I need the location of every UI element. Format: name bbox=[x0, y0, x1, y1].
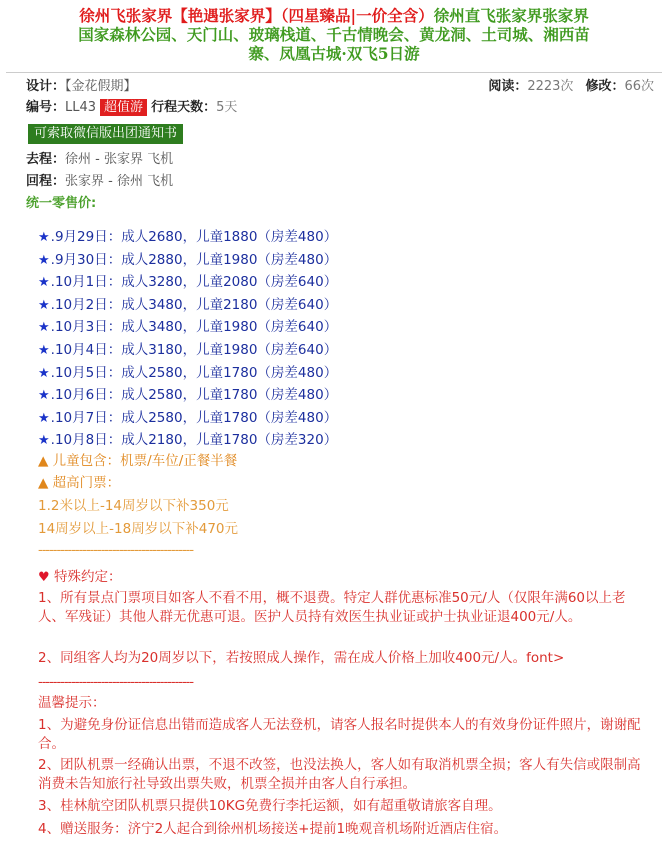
price-row bbox=[38, 294, 337, 317]
price-text: ：成人3480，儿童1980（房差640） bbox=[107, 319, 338, 336]
price-row bbox=[38, 384, 337, 407]
star-icon: ★ bbox=[38, 365, 50, 381]
price-date: .10月4日 bbox=[50, 341, 108, 358]
star-icon: ★ bbox=[38, 433, 50, 449]
price-row bbox=[38, 226, 337, 249]
price-heading: 统一零售价: bbox=[26, 196, 97, 211]
modify-value: 66次 bbox=[624, 79, 654, 94]
outbound-value: 徐州 - 张家界 飞机 bbox=[65, 152, 174, 167]
tip-item-4: 4、赠送服务：济宁2人起合到徐州机场接送+提前1晚观音机场附近酒店住宿。 bbox=[38, 821, 508, 837]
price-text: ：成人2680，儿童1880（房差480） bbox=[107, 229, 338, 245]
price-date: .10月7日 bbox=[50, 409, 108, 426]
title-divider bbox=[6, 72, 662, 73]
ticket-heading: ▲ 超高门票： bbox=[38, 475, 121, 491]
star-icon: ★ bbox=[38, 342, 50, 358]
price-date: .10月8日 bbox=[50, 432, 108, 449]
return-value: 张家界 - 徐州 飞机 bbox=[65, 174, 174, 189]
price-row bbox=[38, 249, 337, 272]
price-text: ：成人2580，儿童1780（房差480） bbox=[107, 387, 338, 404]
title-line-3: 寨、凤凰古城·双飞5日游 bbox=[248, 44, 420, 63]
special-heading: 特殊约定： bbox=[53, 569, 122, 585]
star-icon: ★ bbox=[38, 230, 50, 245]
special-item-1: 1、所有景点门票项目如客人不看不用，概不退费。特定人群优惠标准50元/人（仅限年满60以上老人、军残证）其他人群无优惠可退。医护人员持有效医生执业证或护士执业证退400元/人。 bbox=[38, 590, 626, 625]
tip-item-3: 3、桂林航空团队机票只提供10KG免费行李托运额，如有超重敬请旅客自理。 bbox=[38, 798, 502, 814]
return-label: 回程： bbox=[26, 174, 66, 189]
star-icon: ★ bbox=[38, 320, 50, 336]
star-icon: ★ bbox=[38, 275, 50, 291]
outbound-row bbox=[26, 151, 173, 169]
title-line-2: 国家森林公园、天门山、玻璃栈道、千古情晚会、黄龙洞、土司城、湘西苗 bbox=[78, 25, 590, 44]
designer-row bbox=[26, 78, 137, 96]
price-date: .10月5日 bbox=[50, 364, 108, 381]
code-value: LL43 bbox=[65, 100, 97, 115]
value-badge: 超值游 bbox=[100, 99, 147, 116]
tip-item-2: 2、团队机票一经确认出票，不退不改签，也没法换人，客人如有取消机票全损；客人有失信或限制高消费未告知旅行社导致出票失败，机票全损并由客人自行承担。 bbox=[38, 757, 641, 792]
page-title bbox=[6, 6, 662, 63]
tips-heading: 温馨提示： bbox=[38, 695, 106, 711]
child-include-note: ▲ 儿童包含：机票/车位/正餐半餐 bbox=[38, 453, 238, 469]
price-row bbox=[38, 316, 337, 339]
outbound-label: 去程： bbox=[26, 152, 66, 167]
dash-divider: ------------------------------------------ bbox=[38, 543, 194, 558]
price-date: .10月3日 bbox=[50, 319, 108, 336]
star-icon: ★ bbox=[38, 388, 50, 404]
designer-value: 【金花假期】 bbox=[65, 79, 137, 94]
price-date: .9月30日 bbox=[50, 251, 108, 268]
dash-divider-2: ------------------------------------------ bbox=[38, 675, 194, 690]
special-heading-row bbox=[38, 568, 121, 587]
title-red-part: 徐州飞张家界【艳遇张家界】（四星臻品|一价全含） bbox=[79, 6, 434, 25]
price-date: .10月1日 bbox=[50, 274, 108, 291]
price-text: ：成人2880，儿童1980（房差480） bbox=[107, 251, 338, 268]
price-date: .9月29日 bbox=[50, 229, 108, 245]
stats-row bbox=[488, 78, 654, 96]
code-label: 编号： bbox=[26, 100, 66, 115]
price-list bbox=[38, 226, 337, 452]
star-icon: ★ bbox=[38, 410, 50, 426]
special-item-2: 2、同组客人均为20周岁以下，若按照成人操作，需在成人价格上加收400元/人。font> bbox=[38, 650, 565, 666]
reads-label: 阅读： bbox=[488, 79, 528, 94]
wechat-notice-button[interactable]: 可索取微信版出团通知书 bbox=[28, 124, 183, 144]
heart-icon: ♥ bbox=[38, 570, 50, 585]
return-row bbox=[26, 173, 173, 191]
modify-label: 修改： bbox=[585, 79, 625, 94]
title-green-part: 徐州直飞张家界张家界 bbox=[433, 6, 589, 25]
reads-value: 2223次 bbox=[527, 79, 574, 94]
price-row bbox=[38, 429, 337, 452]
price-text: ：成人3480，儿童2180（房差640） bbox=[107, 296, 338, 313]
price-row bbox=[38, 362, 337, 385]
price-date: .10月6日 bbox=[50, 387, 108, 404]
days-value: 5天 bbox=[216, 100, 238, 115]
price-row bbox=[38, 271, 337, 294]
price-text: ：成人3280，儿童2080（房差640） bbox=[107, 274, 338, 291]
price-row bbox=[38, 339, 337, 362]
designer-label: 设计： bbox=[26, 79, 66, 94]
price-text: ：成人2580，儿童1780（房差480） bbox=[107, 364, 338, 381]
ticket-line-1: 1.2米以上-14周岁以下补350元 bbox=[38, 498, 229, 514]
tip-item-1: 1、为避免身份证信息出错而造成客人无法登机，请客人报名时提供本人的有效身份证件照片，谢谢配合。 bbox=[38, 717, 641, 752]
ticket-line-2: 14周岁以上-18周岁以下补470元 bbox=[38, 521, 238, 537]
price-date: .10月2日 bbox=[50, 296, 108, 313]
price-row bbox=[38, 407, 337, 430]
code-row bbox=[26, 99, 237, 117]
star-icon: ★ bbox=[38, 252, 50, 268]
star-icon: ★ bbox=[38, 297, 50, 313]
price-text: ：成人2180，儿童1780（房差320） bbox=[107, 432, 338, 449]
price-text: ：成人2580，儿童1780（房差480） bbox=[107, 409, 338, 426]
days-label: 行程天数： bbox=[151, 100, 217, 115]
price-text: ：成人3180，儿童1980（房差640） bbox=[107, 341, 338, 358]
